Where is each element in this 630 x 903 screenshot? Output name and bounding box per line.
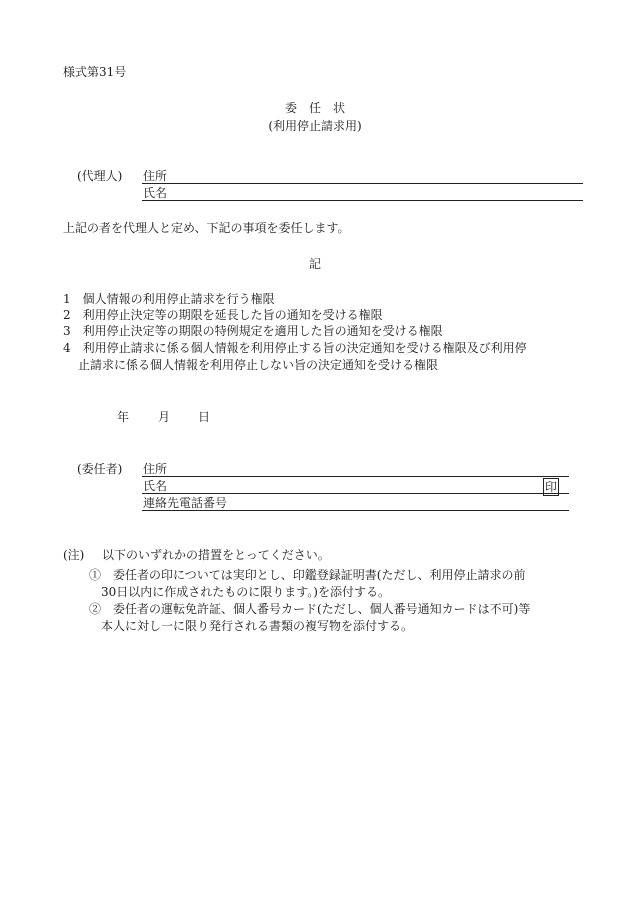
principal-address-line (142, 476, 569, 477)
note-label: (注) (63, 548, 85, 562)
principal-address-label: 住所 (143, 462, 168, 476)
page-subtitle: (利用停止請求用) (268, 119, 362, 133)
agent-name-label: 氏名 (143, 186, 168, 200)
form-number: 様式第31号 (63, 65, 127, 79)
principal-phone-line (142, 510, 569, 511)
date-day: 日 (198, 410, 211, 424)
principal-label: (委任者) (77, 462, 123, 476)
item-4-continued: 止請求に係る個人情報を利用停止しない旨の決定通知を受ける権限 (78, 358, 439, 372)
principal-name-label: 氏名 (143, 479, 168, 493)
date-year: 年 (117, 410, 130, 424)
agent-address-line (142, 183, 583, 184)
note-intro: 以下のいずれかの措置をとってください。 (102, 548, 330, 562)
item-4: 4 利用停止請求に係る個人情報を利用停止する旨の決定通知を受ける権限及び利用停 (63, 341, 527, 355)
agent-address-label: 住所 (143, 169, 168, 183)
ki-heading: 記 (308, 257, 321, 271)
item-2: 2 利用停止決定等の期限を延長した旨の通知を受ける権限 (63, 308, 383, 322)
item-3: 3 利用停止決定等の期限の特例規定を適用した旨の通知を受ける権限 (63, 324, 443, 338)
note-2-line-1: ② 委任者の運転免許証、個人番号カード(ただし、個人番号通知カードは不可)等 (89, 602, 531, 616)
agent-label: (代理人) (77, 169, 123, 183)
item-1: 1 個人情報の利用停止請求を行う権限 (63, 292, 275, 306)
agent-name-line (142, 200, 583, 201)
note-1-line-2: 30日以内に作成されたものに限ります。)を添付する。 (101, 585, 390, 599)
seal-mark: 印 (545, 480, 558, 494)
date-month: 月 (158, 410, 171, 424)
page-title: 委 任 状 (284, 101, 345, 115)
delegation-statement: 上記の者を代理人と定め、下記の事項を委任します。 (63, 221, 350, 235)
note-2-line-2: 本人に対し一に限り発行される書類の複写物を添付する。 (101, 619, 414, 633)
principal-name-line (142, 493, 569, 494)
note-1-line-1: ① 委任者の印については実印とし、印鑑登録証明書(ただし、利用停止請求の前 (89, 568, 526, 582)
principal-phone-label: 連絡先電話番号 (143, 496, 228, 510)
